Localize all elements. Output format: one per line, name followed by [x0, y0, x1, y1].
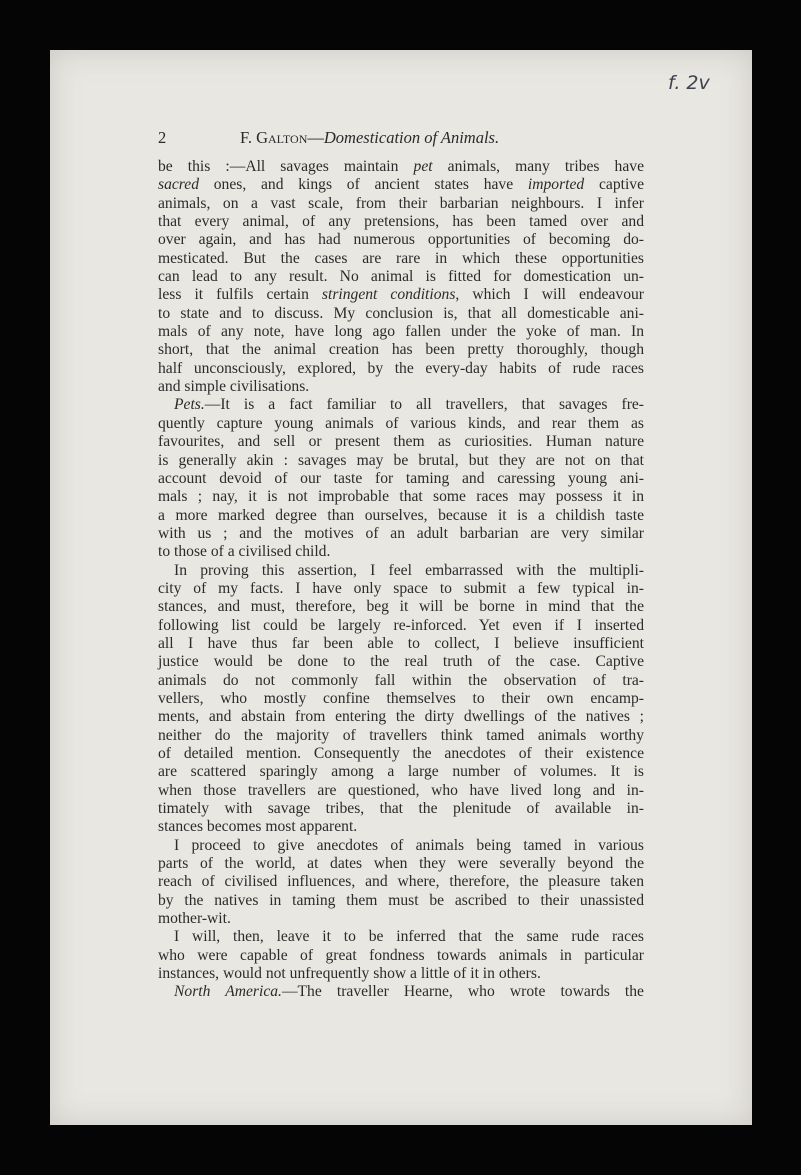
text-line: that every animal, of any pretensions, has been tamed over and — [158, 213, 644, 231]
text-line: In proving this assertion, I feel embarrassed with the multipli- — [174, 561, 644, 579]
text-line: quently capture young animals of various kinds, and rear them as — [158, 414, 644, 432]
text-line: are scattered sparingly among a large number of volumes. It is — [158, 763, 644, 781]
text-line: short, that the animal creation has been pretty thoroughly, though — [158, 341, 644, 359]
text-line: half unconsciously, explored, by the every-day habits of rude races — [158, 359, 644, 377]
page-number: 2 — [158, 128, 167, 147]
text-line: following list could be largely re-inforced. Yet even if I inserted — [158, 616, 644, 634]
text-line: stances becomes most apparent. — [158, 818, 358, 836]
text-line: city of my facts. I have only space to submit a few typical in- — [158, 579, 644, 597]
text-line: favourites, and sell or present them as curiosities. Human nature — [158, 433, 644, 451]
text-line: all I have thus far been able to collect, I believe insufficient — [158, 634, 644, 652]
text-line: justice would be done to the real truth of the case. Captive — [158, 653, 644, 671]
text-line: to those of a civilised child. — [158, 543, 331, 561]
text-line: to state and to discuss. My conclusion is, that all domesticable ani- — [158, 304, 644, 322]
header-title — [240, 128, 499, 148]
text-line: of detailed mention. Consequently the anecdotes of their existence — [158, 745, 644, 762]
document-page — [50, 50, 752, 1125]
text-line: vellers, who mostly confine themselves to their own encamp- — [158, 689, 644, 707]
text-line: by the natives in taming them must be ascribed to their unassisted — [158, 891, 644, 909]
text-line: mother-wit. — [158, 910, 231, 928]
header-article-title: Domestication of Animals. — [323, 128, 500, 147]
text-line: reach of civilised influences, and where, therefore, the pleasure taken — [158, 873, 644, 891]
text-line: ments, and abstain from entering the dirty dwellings of the natives ; — [158, 708, 644, 726]
text-line: parts of the world, at dates when they were severally beyond the — [158, 855, 644, 873]
text-line: and simple civilisations. — [158, 378, 310, 396]
text-line: with us ; and the motives of an adult barbarian are very similar — [158, 524, 644, 542]
text-line: when those travellers are questioned, who have lived long and in- — [158, 781, 644, 799]
text-line: timately with savage tribes, that the plenitude of available in- — [158, 800, 644, 818]
header-dash: — — [307, 128, 324, 147]
text-line: I proceed to give anecdotes of animals being tamed in various — [174, 836, 644, 854]
body-text — [158, 158, 644, 1002]
text-line: be this :—All savages maintain pet animals, many tribes have — [158, 158, 644, 175]
text-line: instances, would not unfrequently show a little of it in others. — [158, 965, 541, 983]
text-line: over again, and has had numerous opportunities of becoming do- — [158, 231, 644, 249]
text-line: can lead to any result. No animal is fitted for domestication un- — [158, 268, 644, 286]
text-line: who were capable of great fondness towards animals in particular — [158, 946, 644, 964]
header-author: F. Galton — [240, 128, 308, 147]
text-line: animals, on a vast scale, from their barbarian neighbours. I infer — [158, 194, 644, 212]
text-line: stances, and must, therefore, beg it will be borne in mind that the — [158, 598, 644, 616]
text-line: a more marked degree than ourselves, because it is a childish taste — [158, 506, 644, 524]
text-line: mals of any note, have long ago fallen under the yoke of man. In — [158, 323, 644, 341]
text-line: less it fulfils certain stringent conditions, which I will endeavour — [158, 286, 644, 304]
text-line: Pets.—It is a fact familiar to all travellers, that savages fre- — [174, 396, 644, 414]
text-line: mals ; nay, it is not improbable that some races may possess it in — [158, 488, 644, 506]
text-line: neither do the majority of travellers think tamed animals worthy — [158, 726, 644, 744]
text-line: animals do not commonly fall within the observation of tra- — [158, 671, 644, 689]
text-line: mesticated. But the cases are rare in which these opportunities — [158, 249, 644, 267]
text-line: sacred ones, and kings of ancient states have imported captive — [158, 176, 644, 194]
text-line: is generally akin : savages may be brutal, but they are not on that — [158, 451, 644, 469]
text-line: I will, then, leave it to be inferred that the same rude races — [174, 928, 644, 946]
folio-annotation: f. 2v — [668, 72, 710, 94]
text-line: North America.—The traveller Hearne, who wrote towards the — [174, 983, 644, 1001]
text-line: account devoid of our taste for taming and caressing young ani- — [158, 469, 644, 487]
